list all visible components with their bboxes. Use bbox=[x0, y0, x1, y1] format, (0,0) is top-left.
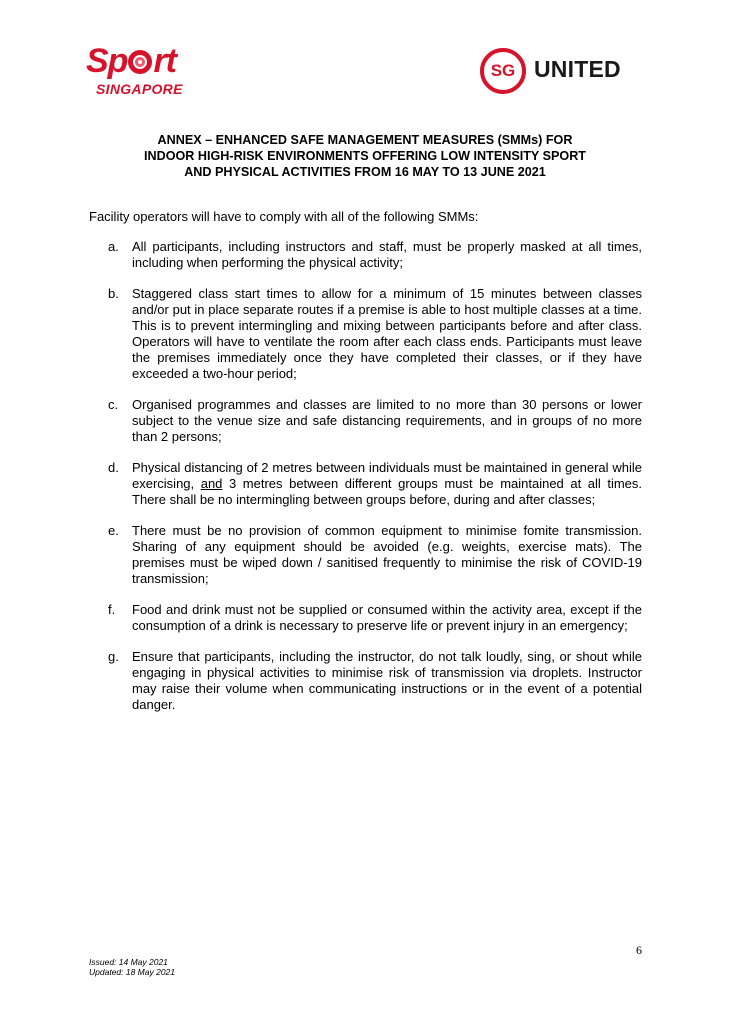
list-marker: a. bbox=[108, 239, 119, 254]
list-item-text: Ensure that participants, including the instructor, do not talk loudly, sing, or shout while engaging in physical activities to minimise risk of transmission via droplets. Instructor may raise their volume when communicating instructions or in the event of a potential danger. bbox=[132, 649, 642, 712]
text-segment: Physical distancing of 2 metres between individuals must be maintained in general while exercising, bbox=[132, 460, 642, 491]
annex-heading bbox=[86, 132, 644, 180]
heading-line: INDOOR HIGH-RISK ENVIRONMENTS OFFERING LOW INTENSITY SPORT bbox=[144, 149, 586, 163]
list-item-text: Organised programmes and classes are limited to no more than 30 persons or lower subject to the venue size and safe distancing requirements, and in groups of no more than 2 persons; bbox=[132, 397, 642, 444]
united-word: UNITED bbox=[534, 56, 621, 82]
list-marker: d. bbox=[108, 460, 119, 475]
list-item-text: All participants, including instructors and staff, must be properly masked at all times, including when performing the physical activity; bbox=[132, 239, 642, 270]
list-item-text: There must be no provision of common equipment to minimise fomite transmission. Sharing of any equipment should be avoided (e.g. weights, exercise mats). The premises must be wiped down / sanitised frequently to minimise the risk of COVID-19 transmission; bbox=[132, 523, 642, 586]
sport-logo-sub: SINGAPORE bbox=[96, 81, 183, 97]
list-item-f bbox=[89, 602, 642, 634]
sport-singapore-logo bbox=[86, 44, 202, 100]
list-item-d bbox=[89, 460, 642, 508]
list-item-c bbox=[89, 397, 642, 445]
footer-dates bbox=[89, 957, 175, 977]
list-item-text: Food and drink must not be supplied or consumed within the activity area, except if the consumption of a drink is necessary to preserve life or prevent injury in an emergency; bbox=[132, 602, 642, 633]
list-item-b bbox=[89, 286, 642, 382]
heading-line: ANNEX – ENHANCED SAFE MANAGEMENT MEASURES (SMMs) FOR bbox=[157, 133, 573, 147]
list-item-text: Staggered class start times to allow for a minimum of 15 minutes between classes and/or put in place separate routes if a premise is able to host multiple classes at a time. This is to prevent intermingling and mixing between participants before and after class. Operators will have to ventilate the room after each class ends. Participants must leave the premises immediately once they have completed their classes, or if they have exceeded a two-hour period; bbox=[132, 286, 642, 381]
sg-united-logo bbox=[480, 48, 640, 96]
list-item-g bbox=[89, 649, 642, 713]
issued-date: Issued: 14 May 2021 bbox=[89, 957, 168, 967]
updated-date: Updated: 18 May 2021 bbox=[89, 967, 176, 977]
list-marker: g. bbox=[108, 649, 119, 664]
list-item-a bbox=[89, 239, 642, 271]
text-segment: 3 metres between different groups must be maintained at all times. There shall be no intermingling between groups before, during and after classes; bbox=[132, 476, 643, 507]
list-marker: e. bbox=[108, 523, 119, 538]
list-item-text bbox=[132, 460, 642, 507]
page-number: 6 bbox=[636, 943, 642, 957]
list-marker: b. bbox=[108, 286, 119, 301]
list-item-e bbox=[89, 523, 642, 587]
sg-badge-text: SG bbox=[490, 61, 516, 80]
sport-logo-word: Sp rt bbox=[86, 42, 177, 80]
underlined-word: and bbox=[200, 476, 223, 491]
list-marker: c. bbox=[108, 397, 119, 412]
heading-line: AND PHYSICAL ACTIVITIES FROM 16 MAY TO 13 JUNE 2021 bbox=[184, 165, 546, 179]
list-marker: f. bbox=[108, 602, 116, 617]
intro-paragraph: Facility operators will have to comply with all of the following SMMs: bbox=[89, 209, 479, 224]
smm-list bbox=[89, 239, 642, 728]
